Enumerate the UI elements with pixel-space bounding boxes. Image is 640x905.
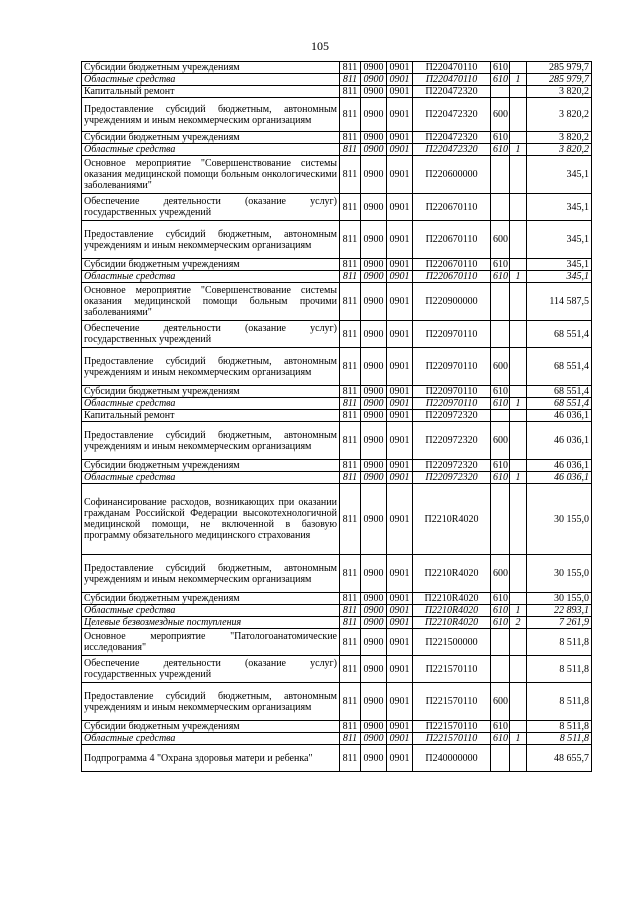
target-article-cell: П220970110 (413, 348, 491, 386)
row-name-cell: Обеспечение деятельности (оказание услуг) государственных учреждений (82, 656, 340, 683)
section-code-cell: 0900 (361, 629, 387, 656)
target-article-cell: П2210R4020 (413, 484, 491, 555)
section-code-cell: 0900 (361, 74, 387, 86)
section-code-cell: 0900 (361, 156, 387, 194)
expense-type-cell: 610 (491, 74, 510, 86)
target-article-cell: П220670110 (413, 221, 491, 259)
table-row (82, 460, 592, 472)
section-code-cell: 0900 (361, 283, 387, 321)
amount-cell: 8 511,8 (527, 629, 592, 656)
funding-source-cell (510, 386, 527, 398)
section-code-cell: 0900 (361, 194, 387, 221)
row-name-cell: Областные средства (82, 144, 340, 156)
ministry-code-cell: 811 (340, 221, 361, 259)
table-row (82, 259, 592, 271)
ministry-code-cell: 811 (340, 472, 361, 484)
section-code-cell: 0900 (361, 132, 387, 144)
funding-source-cell (510, 194, 527, 221)
table-row (82, 321, 592, 348)
funding-source-cell (510, 410, 527, 422)
ministry-code-cell: 811 (340, 132, 361, 144)
amount-cell: 345,1 (527, 156, 592, 194)
ministry-code-cell: 811 (340, 271, 361, 283)
ministry-code-cell: 811 (340, 194, 361, 221)
expense-type-cell: 610 (491, 144, 510, 156)
subsection-code-cell: 0901 (387, 74, 413, 86)
target-article-cell: П220972320 (413, 410, 491, 422)
subsection-code-cell: 0901 (387, 605, 413, 617)
target-article-cell: П221500000 (413, 629, 491, 656)
funding-source-cell (510, 283, 527, 321)
funding-source-cell (510, 721, 527, 733)
amount-cell: 345,1 (527, 194, 592, 221)
row-name-cell: Предоставление субсидий бюджетным, автономным учреждениям и иным некоммерческим организациям (82, 683, 340, 721)
expense-type-cell: 610 (491, 605, 510, 617)
row-name-cell: Предоставление субсидий бюджетным, автономным учреждениям и иным некоммерческим организациям (82, 422, 340, 460)
section-code-cell: 0900 (361, 98, 387, 132)
subsection-code-cell: 0901 (387, 98, 413, 132)
table-row (82, 98, 592, 132)
subsection-code-cell: 0901 (387, 410, 413, 422)
amount-cell: 3 820,2 (527, 98, 592, 132)
ministry-code-cell: 811 (340, 593, 361, 605)
funding-source-cell (510, 321, 527, 348)
table-row (82, 484, 592, 555)
expense-type-cell: 610 (491, 386, 510, 398)
row-name-cell: Субсидии бюджетным учреждениям (82, 132, 340, 144)
row-name-cell: Предоставление субсидий бюджетным, автономным учреждениям и иным некоммерческим организациям (82, 348, 340, 386)
table-row (82, 283, 592, 321)
expense-type-cell: 610 (491, 132, 510, 144)
expense-type-cell (491, 156, 510, 194)
subsection-code-cell: 0901 (387, 386, 413, 398)
funding-source-cell (510, 259, 527, 271)
amount-cell: 48 655,7 (527, 745, 592, 772)
row-name-cell: Субсидии бюджетным учреждениям (82, 460, 340, 472)
table-row (82, 398, 592, 410)
section-code-cell: 0900 (361, 62, 387, 74)
section-code-cell: 0900 (361, 221, 387, 259)
amount-cell: 46 036,1 (527, 472, 592, 484)
funding-source-cell: 1 (510, 733, 527, 745)
row-name-cell: Целевые безвозмездные поступления (82, 617, 340, 629)
expense-type-cell: 610 (491, 398, 510, 410)
subsection-code-cell: 0901 (387, 683, 413, 721)
ministry-code-cell: 811 (340, 683, 361, 721)
expense-type-cell: 610 (491, 593, 510, 605)
section-code-cell: 0900 (361, 555, 387, 593)
ministry-code-cell: 811 (340, 259, 361, 271)
ministry-code-cell: 811 (340, 721, 361, 733)
target-article-cell: П2210R4020 (413, 605, 491, 617)
amount-cell: 30 155,0 (527, 593, 592, 605)
ministry-code-cell: 811 (340, 422, 361, 460)
target-article-cell: П220670110 (413, 259, 491, 271)
table-row (82, 221, 592, 259)
subsection-code-cell: 0901 (387, 733, 413, 745)
section-code-cell: 0900 (361, 348, 387, 386)
section-code-cell: 0900 (361, 144, 387, 156)
target-article-cell: П220970110 (413, 398, 491, 410)
amount-cell: 114 587,5 (527, 283, 592, 321)
row-name-cell: Субсидии бюджетным учреждениям (82, 593, 340, 605)
section-code-cell: 0900 (361, 259, 387, 271)
ministry-code-cell: 811 (340, 745, 361, 772)
ministry-code-cell: 811 (340, 555, 361, 593)
table-row (82, 410, 592, 422)
ministry-code-cell: 811 (340, 98, 361, 132)
ministry-code-cell: 811 (340, 733, 361, 745)
amount-cell: 3 820,2 (527, 132, 592, 144)
target-article-cell: П220972320 (413, 422, 491, 460)
amount-cell: 8 511,8 (527, 733, 592, 745)
funding-source-cell: 1 (510, 605, 527, 617)
section-code-cell: 0900 (361, 484, 387, 555)
target-article-cell: П240000000 (413, 745, 491, 772)
section-code-cell: 0900 (361, 733, 387, 745)
subsection-code-cell: 0901 (387, 321, 413, 348)
subsection-code-cell: 0901 (387, 62, 413, 74)
amount-cell: 30 155,0 (527, 555, 592, 593)
row-name-cell: Обеспечение деятельности (оказание услуг) государственных учреждений (82, 194, 340, 221)
subsection-code-cell: 0901 (387, 460, 413, 472)
ministry-code-cell: 811 (340, 656, 361, 683)
amount-cell: 46 036,1 (527, 422, 592, 460)
table-row (82, 617, 592, 629)
funding-source-cell (510, 62, 527, 74)
section-code-cell: 0900 (361, 745, 387, 772)
subsection-code-cell: 0901 (387, 132, 413, 144)
amount-cell: 30 155,0 (527, 484, 592, 555)
section-code-cell: 0900 (361, 617, 387, 629)
ministry-code-cell: 811 (340, 605, 361, 617)
expense-type-cell: 610 (491, 617, 510, 629)
subsection-code-cell: 0901 (387, 194, 413, 221)
table-row (82, 593, 592, 605)
target-article-cell: П220670110 (413, 271, 491, 283)
amount-cell: 68 551,4 (527, 348, 592, 386)
table-row (82, 472, 592, 484)
expense-type-cell: 600 (491, 555, 510, 593)
amount-cell: 3 820,2 (527, 86, 592, 98)
expense-type-cell: 600 (491, 221, 510, 259)
section-code-cell: 0900 (361, 398, 387, 410)
funding-source-cell (510, 348, 527, 386)
target-article-cell: П220970110 (413, 321, 491, 348)
expense-type-cell: 600 (491, 683, 510, 721)
table-row (82, 629, 592, 656)
ministry-code-cell: 811 (340, 283, 361, 321)
table-row (82, 555, 592, 593)
target-article-cell: П220972320 (413, 472, 491, 484)
ministry-code-cell: 811 (340, 386, 361, 398)
expense-type-cell: 610 (491, 460, 510, 472)
target-article-cell: П220472320 (413, 144, 491, 156)
ministry-code-cell: 811 (340, 321, 361, 348)
table-row (82, 194, 592, 221)
expense-type-cell (491, 410, 510, 422)
amount-cell: 68 551,4 (527, 398, 592, 410)
target-article-cell: П220470110 (413, 62, 491, 74)
expense-type-cell: 610 (491, 62, 510, 74)
section-code-cell: 0900 (361, 683, 387, 721)
row-name-cell: Областные средства (82, 74, 340, 86)
row-name-cell: Софинансирование расходов, возникающих при оказании гражданам Российской Федерации высокотехнологичной медицинской помощи, не включенной в базовую программу обязательного медицинского страхования (82, 484, 340, 555)
table-row (82, 683, 592, 721)
subsection-code-cell: 0901 (387, 86, 413, 98)
row-name-cell: Основное мероприятие "Патологоанатомические исследования" (82, 629, 340, 656)
expense-type-cell (491, 194, 510, 221)
funding-source-cell (510, 555, 527, 593)
amount-cell: 285 979,7 (527, 74, 592, 86)
expense-type-cell (491, 283, 510, 321)
section-code-cell: 0900 (361, 410, 387, 422)
section-code-cell: 0900 (361, 321, 387, 348)
budget-table (81, 61, 592, 772)
expense-type-cell: 610 (491, 733, 510, 745)
subsection-code-cell: 0901 (387, 283, 413, 321)
amount-cell: 8 511,8 (527, 721, 592, 733)
funding-source-cell (510, 629, 527, 656)
table-row (82, 745, 592, 772)
section-code-cell: 0900 (361, 472, 387, 484)
ministry-code-cell: 811 (340, 348, 361, 386)
funding-source-cell (510, 422, 527, 460)
funding-source-cell (510, 132, 527, 144)
subsection-code-cell: 0901 (387, 156, 413, 194)
amount-cell: 7 261,9 (527, 617, 592, 629)
table-row (82, 132, 592, 144)
ministry-code-cell: 811 (340, 484, 361, 555)
funding-source-cell (510, 221, 527, 259)
section-code-cell: 0900 (361, 386, 387, 398)
row-name-cell: Предоставление субсидий бюджетным, автономным учреждениям и иным некоммерческим организациям (82, 221, 340, 259)
table-row (82, 86, 592, 98)
table-row (82, 721, 592, 733)
subsection-code-cell: 0901 (387, 721, 413, 733)
subsection-code-cell: 0901 (387, 348, 413, 386)
row-name-cell: Обеспечение деятельности (оказание услуг) государственных учреждений (82, 321, 340, 348)
funding-source-cell (510, 656, 527, 683)
row-name-cell: Областные средства (82, 472, 340, 484)
amount-cell: 3 820,2 (527, 144, 592, 156)
row-name-cell: Предоставление субсидий бюджетным, автономным учреждениям и иным некоммерческим организациям (82, 555, 340, 593)
ministry-code-cell: 811 (340, 74, 361, 86)
target-article-cell: П221570110 (413, 683, 491, 721)
funding-source-cell (510, 156, 527, 194)
ministry-code-cell: 811 (340, 617, 361, 629)
amount-cell: 22 893,1 (527, 605, 592, 617)
section-code-cell: 0900 (361, 86, 387, 98)
row-name-cell: Предоставление субсидий бюджетным, автономным учреждениям и иным некоммерческим организациям (82, 98, 340, 132)
expense-type-cell (491, 745, 510, 772)
amount-cell: 68 551,4 (527, 321, 592, 348)
subsection-code-cell: 0901 (387, 484, 413, 555)
funding-source-cell: 1 (510, 144, 527, 156)
amount-cell: 285 979,7 (527, 62, 592, 74)
expense-type-cell (491, 629, 510, 656)
target-article-cell: П220970110 (413, 386, 491, 398)
row-name-cell: Подпрограмма 4 "Охрана здоровья матери и ребенка" (82, 745, 340, 772)
target-article-cell: П220472320 (413, 86, 491, 98)
funding-source-cell (510, 683, 527, 721)
expense-type-cell: 610 (491, 271, 510, 283)
row-name-cell: Субсидии бюджетным учреждениям (82, 62, 340, 74)
subsection-code-cell: 0901 (387, 398, 413, 410)
expense-type-cell (491, 321, 510, 348)
subsection-code-cell: 0901 (387, 593, 413, 605)
budget-table-body (82, 62, 592, 772)
expense-type-cell: 600 (491, 422, 510, 460)
row-name-cell: Субсидии бюджетным учреждениям (82, 386, 340, 398)
target-article-cell: П220972320 (413, 460, 491, 472)
amount-cell: 345,1 (527, 259, 592, 271)
section-code-cell: 0900 (361, 460, 387, 472)
target-article-cell: П2210R4020 (413, 617, 491, 629)
section-code-cell: 0900 (361, 605, 387, 617)
subsection-code-cell: 0901 (387, 144, 413, 156)
amount-cell: 46 036,1 (527, 460, 592, 472)
ministry-code-cell: 811 (340, 86, 361, 98)
table-row (82, 656, 592, 683)
amount-cell: 68 551,4 (527, 386, 592, 398)
section-code-cell: 0900 (361, 422, 387, 460)
ministry-code-cell: 811 (340, 410, 361, 422)
expense-type-cell (491, 484, 510, 555)
section-code-cell: 0900 (361, 656, 387, 683)
row-name-cell: Областные средства (82, 605, 340, 617)
ministry-code-cell: 811 (340, 398, 361, 410)
ministry-code-cell: 811 (340, 629, 361, 656)
funding-source-cell: 1 (510, 74, 527, 86)
expense-type-cell: 600 (491, 348, 510, 386)
target-article-cell: П220670110 (413, 194, 491, 221)
target-article-cell: П220900000 (413, 283, 491, 321)
table-row (82, 386, 592, 398)
target-article-cell: П220600000 (413, 156, 491, 194)
table-row (82, 422, 592, 460)
funding-source-cell: 2 (510, 617, 527, 629)
ministry-code-cell: 811 (340, 62, 361, 74)
expense-type-cell (491, 656, 510, 683)
table-row (82, 605, 592, 617)
subsection-code-cell: 0901 (387, 271, 413, 283)
row-name-cell: Капитальный ремонт (82, 410, 340, 422)
expense-type-cell: 610 (491, 259, 510, 271)
ministry-code-cell: 811 (340, 144, 361, 156)
expense-type-cell: 600 (491, 98, 510, 132)
section-code-cell: 0900 (361, 271, 387, 283)
funding-source-cell (510, 460, 527, 472)
subsection-code-cell: 0901 (387, 422, 413, 460)
row-name-cell: Основное мероприятие "Совершенствование системы оказания медицинской помощи больным прочими заболеваниями" (82, 283, 340, 321)
target-article-cell: П220472320 (413, 132, 491, 144)
subsection-code-cell: 0901 (387, 745, 413, 772)
subsection-code-cell: 0901 (387, 555, 413, 593)
target-article-cell: П221570110 (413, 656, 491, 683)
subsection-code-cell: 0901 (387, 472, 413, 484)
funding-source-cell (510, 86, 527, 98)
row-name-cell: Субсидии бюджетным учреждениям (82, 721, 340, 733)
page-number: 105 (311, 39, 329, 53)
subsection-code-cell: 0901 (387, 259, 413, 271)
table-row (82, 144, 592, 156)
row-name-cell: Субсидии бюджетным учреждениям (82, 259, 340, 271)
row-name-cell: Областные средства (82, 733, 340, 745)
target-article-cell: П221570110 (413, 733, 491, 745)
expense-type-cell (491, 86, 510, 98)
amount-cell: 8 511,8 (527, 683, 592, 721)
amount-cell: 345,1 (527, 271, 592, 283)
funding-source-cell: 1 (510, 271, 527, 283)
target-article-cell: П2210R4020 (413, 593, 491, 605)
row-name-cell: Областные средства (82, 271, 340, 283)
row-name-cell: Капитальный ремонт (82, 86, 340, 98)
ministry-code-cell: 811 (340, 460, 361, 472)
table-row (82, 348, 592, 386)
funding-source-cell (510, 745, 527, 772)
section-code-cell: 0900 (361, 593, 387, 605)
row-name-cell: Областные средства (82, 398, 340, 410)
ministry-code-cell: 811 (340, 156, 361, 194)
subsection-code-cell: 0901 (387, 629, 413, 656)
target-article-cell: П220470110 (413, 74, 491, 86)
amount-cell: 8 511,8 (527, 656, 592, 683)
funding-source-cell (510, 593, 527, 605)
target-article-cell: П220472320 (413, 98, 491, 132)
table-row (82, 156, 592, 194)
section-code-cell: 0900 (361, 721, 387, 733)
row-name-cell: Основное мероприятие "Совершенствование системы оказания медицинской помощи больным онкологическими заболеваниями" (82, 156, 340, 194)
table-row (82, 62, 592, 74)
funding-source-cell (510, 98, 527, 132)
amount-cell: 46 036,1 (527, 410, 592, 422)
subsection-code-cell: 0901 (387, 617, 413, 629)
funding-source-cell: 1 (510, 472, 527, 484)
funding-source-cell (510, 484, 527, 555)
table-row (82, 74, 592, 86)
subsection-code-cell: 0901 (387, 221, 413, 259)
subsection-code-cell: 0901 (387, 656, 413, 683)
target-article-cell: П221570110 (413, 721, 491, 733)
expense-type-cell: 610 (491, 472, 510, 484)
table-row (82, 733, 592, 745)
target-article-cell: П2210R4020 (413, 555, 491, 593)
expense-type-cell: 610 (491, 721, 510, 733)
amount-cell: 345,1 (527, 221, 592, 259)
funding-source-cell: 1 (510, 398, 527, 410)
table-row (82, 271, 592, 283)
